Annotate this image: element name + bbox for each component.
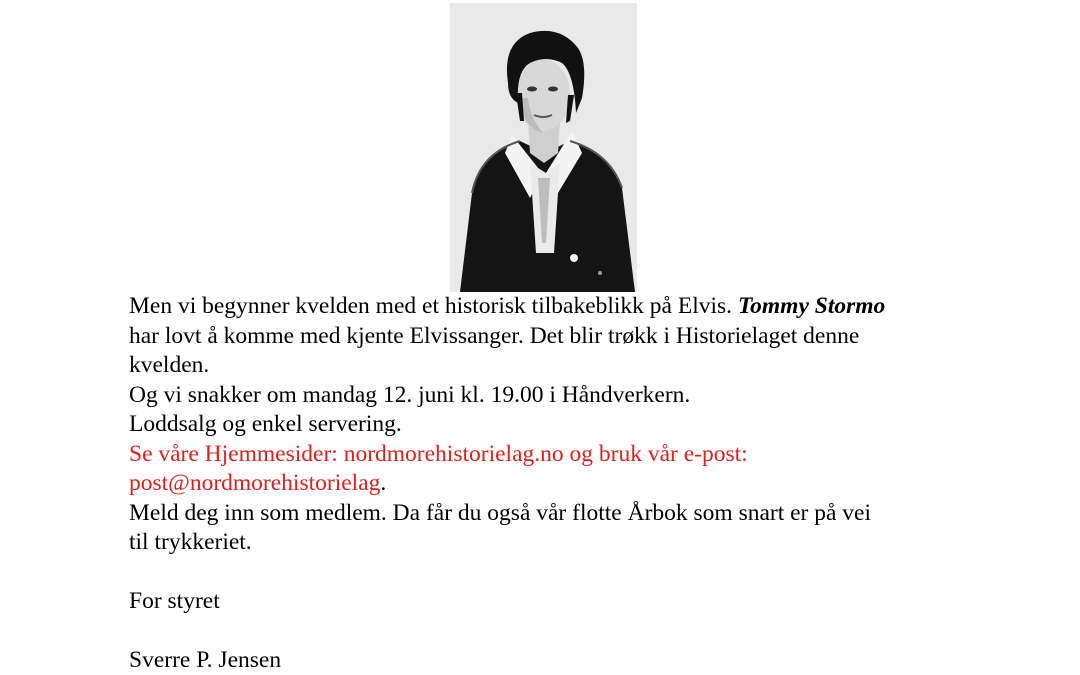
- email-link[interactable]: post@nordmorehistorielag: [129, 470, 381, 496]
- signature: Sverre P. Jensen: [129, 647, 282, 673]
- intro-line-2: har lovt å komme med kjente Elvissanger. Det blir trøkk i Historielaget denne: [129, 322, 860, 349]
- website-line[interactable]: Se våre Hjemmesider: nordmorehistorielag.no og bruk vår e-post:: [129, 440, 748, 467]
- email-suffix: .: [380, 470, 387, 496]
- email-line: [129, 469, 969, 499]
- membership-line-2: til trykkeriet.: [129, 529, 252, 555]
- paragraph-intro: [129, 292, 969, 322]
- portrait-photo: [450, 3, 637, 292]
- spacer: [129, 617, 969, 647]
- portrait-photo-icon: [450, 3, 637, 292]
- meeting-line: Og vi snakker om mandag 12. juni kl. 19.00 i Håndverkern.: [129, 381, 691, 408]
- performer-name: Tommy Stormo: [737, 293, 886, 319]
- raffle-line: Loddsalg og enkel servering.: [129, 411, 402, 437]
- intro-text: Men vi begynner kvelden med et historisk tilbakeblikk på Elvis.: [129, 293, 738, 319]
- spacer: [129, 558, 969, 588]
- letter-body: [129, 292, 969, 675]
- intro-line-3: kvelden.: [129, 352, 210, 378]
- closing-line: For styret: [129, 588, 220, 614]
- membership-line-1: Meld deg inn som medlem. Da får du også vår flotte Årbok som snart er på vei: [129, 499, 872, 526]
